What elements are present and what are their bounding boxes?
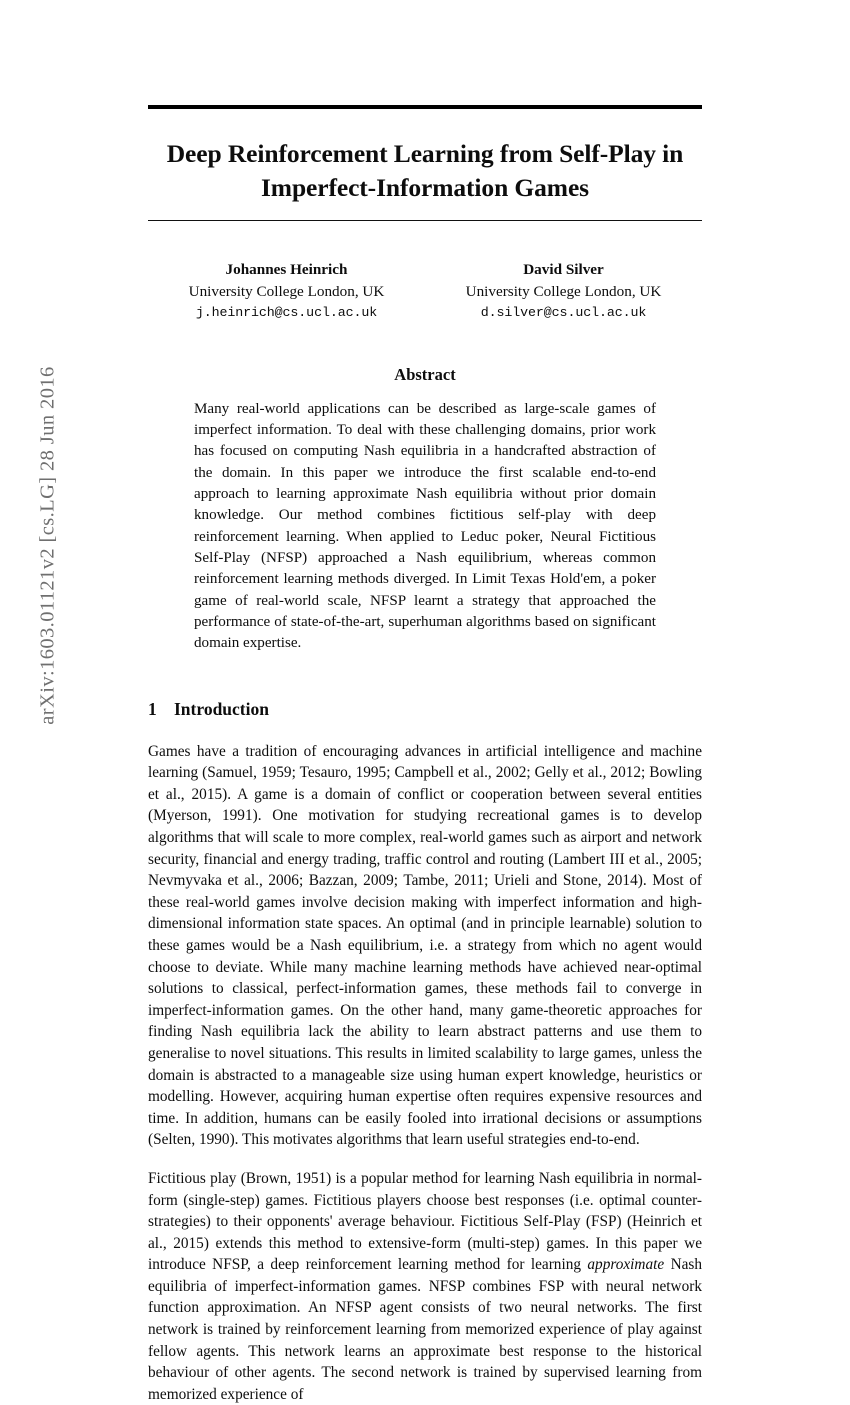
author-name: Johannes Heinrich <box>225 261 348 279</box>
paragraph-text-part: Fictitious play (Brown, 1951) is a popular method for learning Nash equilibria in normal-form (single-step) games. Fictitious players choose best responses (i.e. optimal counter-strategies) to their opponents' average behaviour. Fictitious Self-Play (FSP) (Heinrich et al., 2015) extends this method to extensive-form (multi-step) games. In this paper we introduce NFSP, a deep reinforcement learning method for learning <box>148 1169 702 1274</box>
arxiv-stamp-text: arXiv:1603.01121v2 [cs.LG] 28 Jun 2016 <box>36 366 59 725</box>
title-bottom-rule <box>148 220 702 222</box>
author-entry <box>148 259 425 322</box>
author-affiliation: University College London, UK <box>188 282 385 300</box>
page-title <box>148 109 702 209</box>
body-paragraph: Games have a tradition of encouraging advances in artificial intelligence and machine learning (Samuel, 1959; Tesauro, 1995; Campbell et al., 2002; Gelly et al., 2012; Bowling et al., 2015). A game is a domain of conflict or cooperation between several entities (Myerson, 1991). One motivation for studying recreational games is to develop algorithms that will scale to more complex, real-world games such as airport and network security, financial and energy trading, traffic control and routing (Lambert III et al., 2005; Nevmyvaka et al., 2006; Bazzan, 2009; Tambe, 2011; Urieli and Stone, 2014). Most of these real-world games involve decision making with imperfect information and high-dimensional information state spaces. An optimal (and in principle learnable) solution to these games would be a Nash equilibrium, i.e. a strategy from which no agent would choose to deviate. While many machine learning methods have achieved near-optimal solutions to classical, perfect-information games, these methods fail to converge in imperfect-information games. On the other hand, many game-theoretic approaches for finding Nash equilibria lack the ability to learn abstract patterns and use them to generalise to novel situations. This results in limited scalability to large games, unless the domain is abstracted to a manageable size using human expert knowledge, heuristics or modelling. However, acquiring human expertise often requires expensive resources and time. In addition, humans can be easily fooled into irrational decisions or assumptions (Selten, 1990). This motivates algorithms that learn useful strategies end-to-end. <box>148 742 702 1149</box>
arxiv-stamp <box>0 0 88 1100</box>
abstract-heading: Abstract <box>394 364 456 384</box>
body-paragraph <box>148 1151 702 1405</box>
page-title-line-1: Deep Reinforcement Learning from Self-Play in <box>166 139 684 168</box>
section-title: Introduction <box>174 698 269 719</box>
author-email: d.silver@cs.ucl.ac.uk <box>480 304 647 320</box>
section-number: 1 <box>148 698 157 719</box>
page-title-line-2: Imperfect-Information Games <box>260 172 589 202</box>
author-email: j.heinrich@cs.ucl.ac.uk <box>195 304 378 320</box>
emphasized-term: approximate <box>587 1256 665 1274</box>
abstract-text: Many real-world applications can be described as large-scale games of imperfect information. To deal with these challenging domains, prior work has focused on computing Nash equilibria in a handcrafted abstraction of the domain. In this paper we introduce the first scalable end-to-end approach to learning approximate Nash equilibria without prior domain knowledge. Our method combines fictitious self-play with deep reinforcement learning. When applied to Leduc poker, Neural Fictitious Self-Play (NFSP) approached a Nash equilibrium, whereas common reinforcement learning methods diverged. In Limit Texas Hold'em, a poker game of real-world scale, NFSP learnt a strategy that approached the performance of state-of-the-art, superhuman algorithms based on significant domain expertise. <box>194 400 656 652</box>
paper-page <box>148 0 703 1403</box>
author-name: David Silver <box>523 261 604 279</box>
author-block <box>148 259 702 322</box>
author-entry <box>425 259 702 322</box>
author-affiliation: University College London, UK <box>465 282 662 300</box>
paragraph-text-part: Nash equilibria of imperfect-information games. NFSP combines FSP with neural network function approximation. An NFSP agent consists of two neural networks. The first network is trained by reinforcement learning from memorized experience of play against fellow agents. This network learns an approximate best response to the historical behaviour of other agents. The second network is trained by supervised learning from memorized experience of <box>148 1256 703 1403</box>
section-heading-introduction <box>148 655 702 720</box>
